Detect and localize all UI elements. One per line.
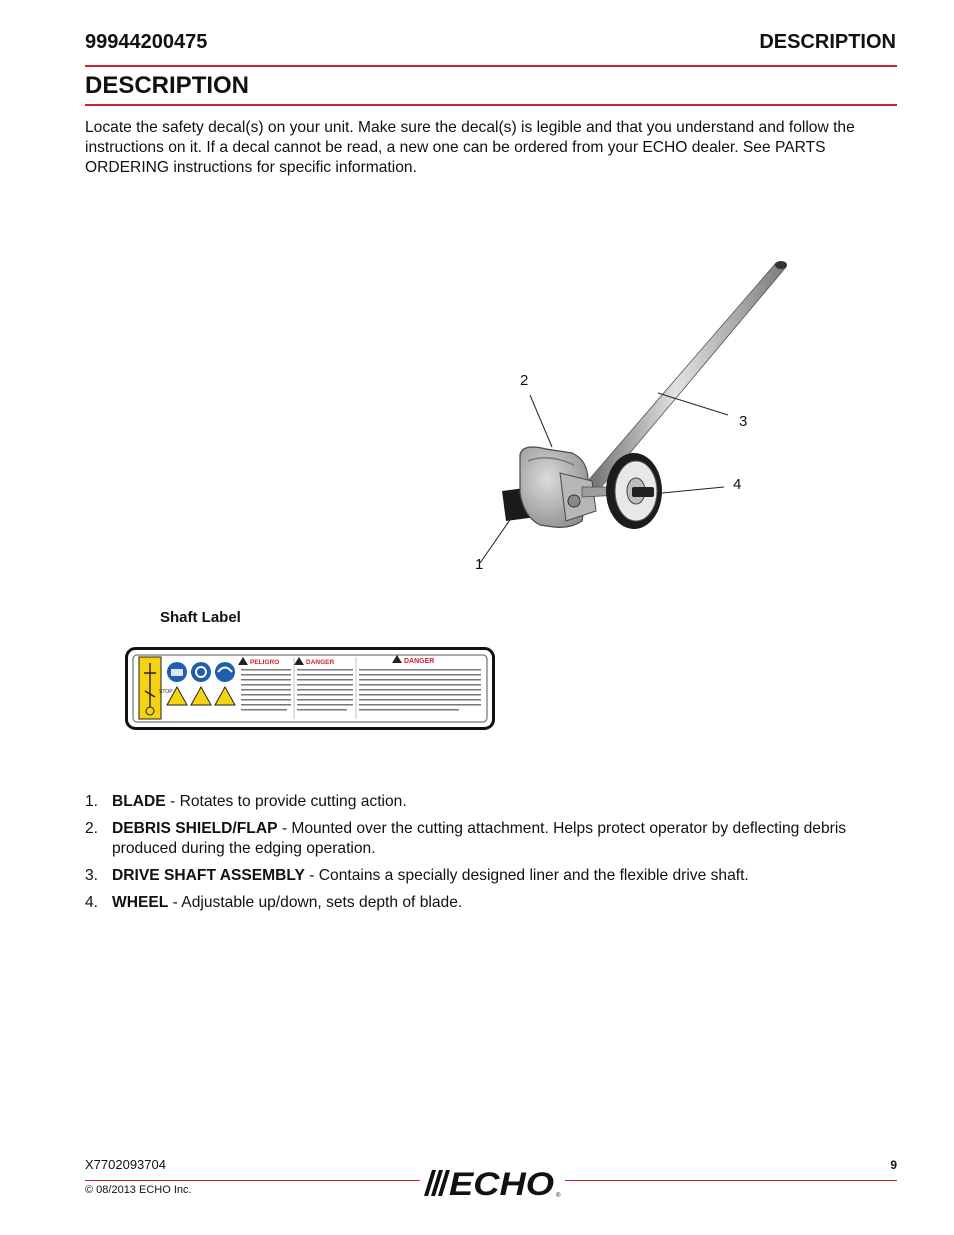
footer-rule-right [565, 1180, 897, 1181]
callout-wheel: 4 [733, 476, 742, 493]
list-item-number: 2. [85, 820, 99, 837]
callout-drive-shaft: 3 [739, 413, 748, 430]
svg-text:STOP: STOP [159, 689, 173, 695]
header-section-title: DESCRIPTION [759, 31, 896, 53]
list-item [85, 866, 900, 886]
decal-danger-heading: DANGER [306, 659, 335, 666]
callout-2-leader [530, 395, 552, 447]
header-rule [85, 65, 897, 67]
list-item [85, 893, 900, 913]
echo-logo-wordmark: ECHO [449, 1166, 555, 1200]
list-item-description: - Mounted over the cutting attachment. Helps protect operator by deflecting debris produced during the edging operation. [112, 820, 847, 857]
callout-4-leader [662, 487, 724, 493]
intro-paragraph: Locate the safety decal(s) on your unit. Make sure the decal(s) is legible and that you understand and follow the instructions on it. If a decal cannot be read, a new one can be ordered from your ECHO dealer. See PARTS ORDERING instructions for specific information. [85, 119, 855, 176]
list-item-term: DEBRIS SHIELD/FLAP [112, 820, 278, 837]
doc-number: 99944200475 [85, 31, 208, 53]
page-number: 9 [890, 1158, 897, 1172]
list-item-description: - Rotates to provide cutting action. [165, 793, 407, 810]
eye-protection-icon [191, 662, 211, 682]
list-item-number: 3. [85, 867, 99, 884]
registered-mark: ® [556, 1193, 561, 1199]
decal-danger-heading-main: DANGER [404, 658, 435, 665]
list-item-term: WHEEL [112, 894, 169, 911]
callout-debris-shield: 2 [520, 372, 529, 389]
decal-peligro-heading: PELIGRO [250, 659, 280, 666]
list-item-description: - Contains a specially designed liner and the flexible drive shaft. [304, 867, 749, 884]
list-item [85, 792, 900, 812]
shaft-label-caption: Shaft Label [160, 609, 241, 626]
callout-1-leader [480, 517, 512, 563]
list-item [85, 819, 900, 859]
parts-list [85, 792, 900, 920]
echo-logo [420, 1166, 565, 1200]
shaft-label-decal [125, 647, 495, 730]
list-item-term: BLADE [112, 793, 166, 810]
list-item-number: 4. [85, 894, 99, 911]
list-item-number: 1. [85, 793, 99, 810]
page-title: DESCRIPTION [85, 72, 250, 99]
list-item-description: - Adjustable up/down, sets depth of blade. [168, 894, 463, 911]
footer-document-code: X7702093704 [85, 1157, 166, 1172]
footer-rule-left [85, 1180, 420, 1181]
list-item-term: DRIVE SHAFT ASSEMBLY [112, 867, 305, 884]
footer-copyright: © 08/2013 ECHO Inc. [85, 1184, 192, 1196]
callout-blade: 1 [475, 556, 484, 573]
title-rule [85, 104, 897, 106]
